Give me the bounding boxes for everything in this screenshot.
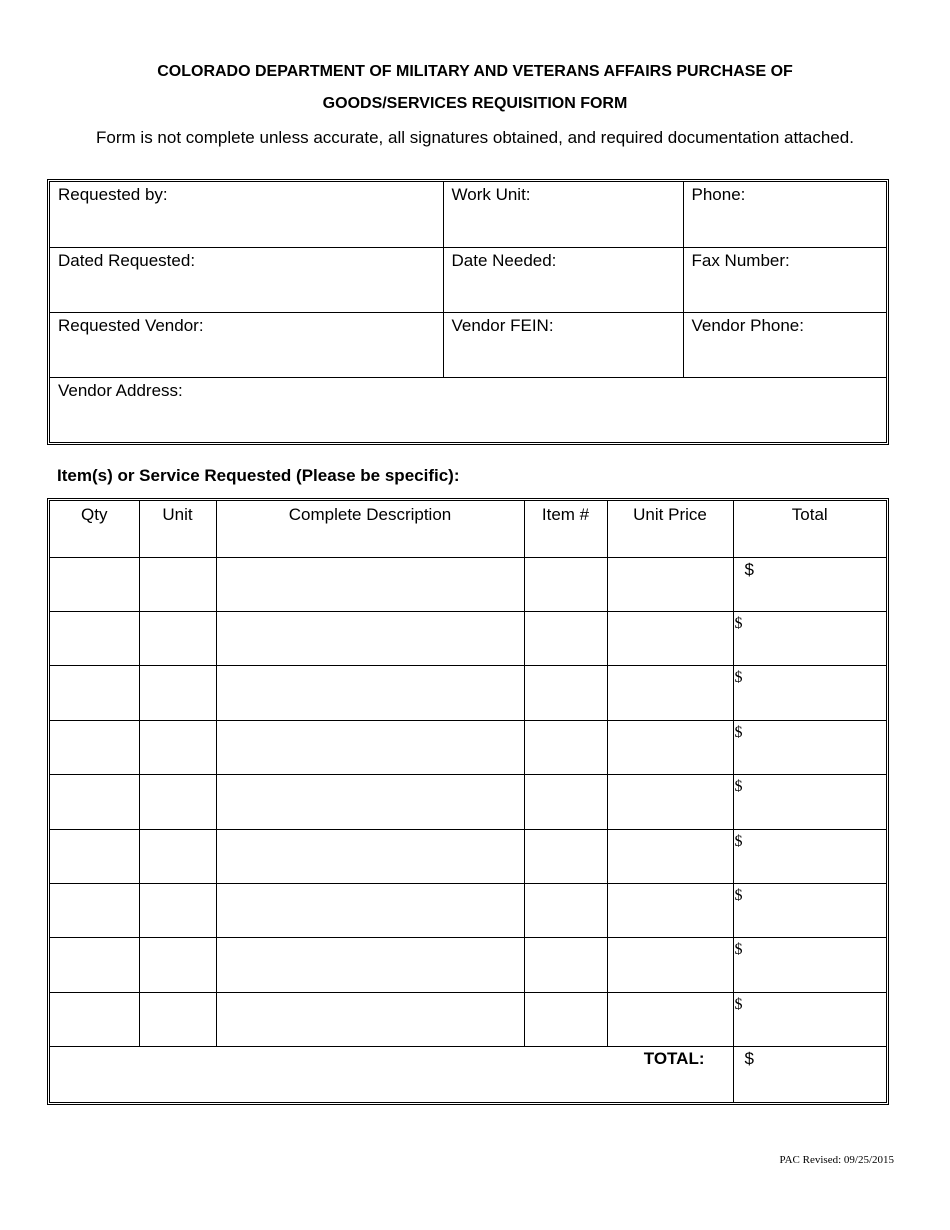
- dollar-sign: $: [744, 559, 754, 579]
- item-number-cell[interactable]: [524, 557, 607, 611]
- form-title-line2: GOODS/SERVICES REQUISITION FORM: [322, 95, 628, 112]
- dollar-sign: $: [734, 723, 743, 741]
- table-row: [50, 992, 886, 1046]
- item-number-cell[interactable]: [524, 992, 607, 1046]
- requested-by-field[interactable]: [50, 182, 443, 247]
- unit-cell[interactable]: [139, 884, 216, 938]
- unit-price-cell[interactable]: [607, 557, 733, 611]
- items-header-row: [50, 501, 886, 557]
- unit-price-column-header: Unit Price: [607, 501, 733, 557]
- description-cell[interactable]: [216, 775, 524, 829]
- description-cell[interactable]: [216, 720, 524, 774]
- unit-cell[interactable]: [139, 829, 216, 883]
- work-unit-field[interactable]: [443, 182, 683, 247]
- requester-info-table: [47, 179, 889, 445]
- fax-number-label: Fax Number:: [691, 250, 790, 270]
- form-title-line1: COLORADO DEPARTMENT OF MILITARY AND VETERANS AFFAIRS PURCHASE OF: [157, 63, 793, 80]
- fax-number-field[interactable]: [683, 247, 886, 312]
- total-cell[interactable]: [733, 775, 886, 829]
- item-number-cell[interactable]: [524, 775, 607, 829]
- total-column-header: Total: [733, 501, 886, 557]
- vendor-address-label: Vendor Address:: [58, 380, 183, 400]
- total-cell[interactable]: [733, 557, 886, 611]
- unit-price-cell[interactable]: [607, 884, 733, 938]
- description-cell[interactable]: [216, 938, 524, 992]
- phone-label: Phone:: [691, 185, 746, 204]
- qty-cell[interactable]: [50, 720, 139, 774]
- table-row: [50, 612, 886, 666]
- total-cell[interactable]: [733, 884, 886, 938]
- description-cell[interactable]: [216, 612, 524, 666]
- date-requested-field[interactable]: [50, 247, 443, 312]
- unit-cell[interactable]: [139, 557, 216, 611]
- item-number-cell[interactable]: [524, 884, 607, 938]
- unit-price-cell[interactable]: [607, 612, 733, 666]
- qty-cell[interactable]: [50, 829, 139, 883]
- vendor-address-field[interactable]: [50, 377, 886, 442]
- dollar-sign: $: [734, 832, 743, 850]
- item-number-cell[interactable]: [524, 666, 607, 720]
- items-table: [47, 498, 889, 1105]
- unit-cell[interactable]: [139, 938, 216, 992]
- vendor-phone-label: Vendor Phone:: [691, 315, 804, 335]
- dollar-sign: $: [734, 941, 743, 959]
- qty-column-header: Qty: [50, 501, 139, 557]
- unit-cell[interactable]: [139, 775, 216, 829]
- revision-note: PAC Revised: 09/25/2015: [779, 1154, 894, 1166]
- table-row: [50, 557, 886, 611]
- description-cell[interactable]: [216, 884, 524, 938]
- item-number-cell[interactable]: [524, 720, 607, 774]
- description-cell[interactable]: [216, 557, 524, 611]
- form-instructions: Form is not complete unless accurate, all signatures obtained, and required documentation attached.: [96, 128, 854, 147]
- qty-cell[interactable]: [50, 666, 139, 720]
- item-number-cell[interactable]: [524, 612, 607, 666]
- items-section-heading: Item(s) or Service Requested (Please be specific):: [57, 466, 460, 485]
- table-row: [50, 775, 886, 829]
- requested-by-label: Requested by:: [58, 185, 168, 204]
- dollar-sign: $: [744, 1049, 754, 1069]
- dollar-sign: $: [734, 669, 743, 687]
- total-cell[interactable]: [733, 938, 886, 992]
- dollar-sign: $: [734, 615, 743, 633]
- item-number-cell[interactable]: [524, 938, 607, 992]
- item-number-column-header: Item #: [524, 501, 607, 557]
- table-row: [50, 829, 886, 883]
- unit-column-header: Unit: [139, 501, 216, 557]
- phone-field[interactable]: [683, 182, 886, 247]
- unit-price-cell[interactable]: [607, 938, 733, 992]
- table-row: [50, 938, 886, 992]
- table-row: [50, 720, 886, 774]
- dollar-sign: $: [734, 995, 743, 1013]
- grand-total-label: TOTAL:: [50, 1047, 733, 1102]
- item-number-cell[interactable]: [524, 829, 607, 883]
- qty-cell[interactable]: [50, 557, 139, 611]
- table-row: [50, 884, 886, 938]
- grand-total-field[interactable]: [733, 1047, 886, 1102]
- requested-vendor-label: Requested Vendor:: [58, 315, 204, 335]
- description-cell[interactable]: [216, 829, 524, 883]
- unit-price-cell[interactable]: [607, 720, 733, 774]
- description-cell[interactable]: [216, 992, 524, 1046]
- description-cell[interactable]: [216, 666, 524, 720]
- vendor-fein-field[interactable]: [443, 312, 683, 377]
- dollar-sign: $: [734, 778, 743, 796]
- dollar-sign: $: [734, 887, 743, 905]
- qty-cell[interactable]: [50, 884, 139, 938]
- qty-cell[interactable]: [50, 775, 139, 829]
- total-cell[interactable]: [733, 666, 886, 720]
- vendor-fein-label: Vendor FEIN:: [451, 315, 554, 335]
- qty-cell[interactable]: [50, 938, 139, 992]
- description-column-header: Complete Description: [216, 501, 524, 557]
- unit-price-cell[interactable]: [607, 829, 733, 883]
- unit-cell[interactable]: [139, 666, 216, 720]
- unit-price-cell[interactable]: [607, 775, 733, 829]
- unit-cell[interactable]: [139, 720, 216, 774]
- vendor-phone-field[interactable]: [683, 312, 886, 377]
- unit-cell[interactable]: [139, 992, 216, 1046]
- table-row: [50, 666, 886, 720]
- date-needed-field[interactable]: [443, 247, 683, 312]
- total-cell[interactable]: [733, 829, 886, 883]
- unit-cell[interactable]: [139, 612, 216, 666]
- qty-cell[interactable]: [50, 992, 139, 1046]
- unit-price-cell[interactable]: [607, 666, 733, 720]
- work-unit-label: Work Unit:: [451, 185, 531, 204]
- date-requested-label: Dated Requested:: [58, 250, 196, 270]
- total-cell[interactable]: [733, 720, 886, 774]
- unit-price-cell[interactable]: [607, 992, 733, 1046]
- total-cell[interactable]: [733, 612, 886, 666]
- total-cell[interactable]: [733, 992, 886, 1046]
- requested-vendor-field[interactable]: [50, 312, 443, 377]
- date-needed-label: Date Needed:: [451, 250, 557, 270]
- qty-cell[interactable]: [50, 612, 139, 666]
- grand-total-row: [50, 1047, 886, 1102]
